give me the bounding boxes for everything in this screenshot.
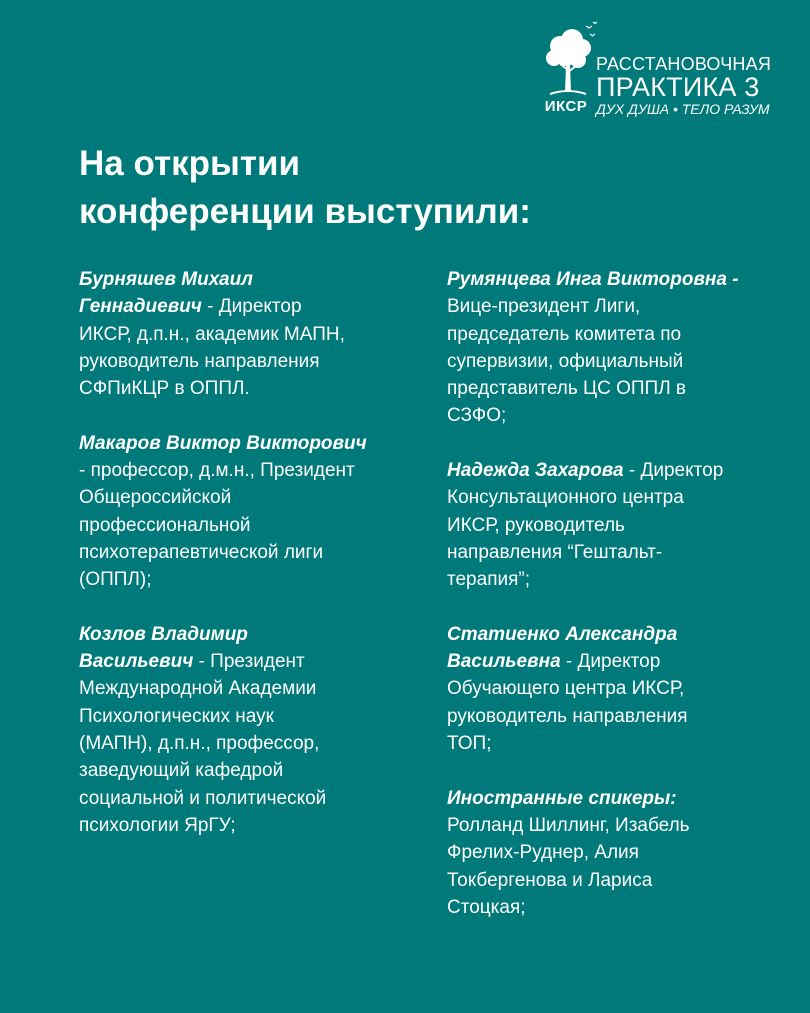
speaker-name: Бурняшев Михаил Геннадиевич [79, 269, 253, 318]
speaker-name: Статиенко Александра Васильевна [447, 623, 678, 673]
logo-line-3: ДУХ ДУША • ТЕЛО РАЗУМ [596, 101, 770, 117]
speakers-right-column [447, 266, 792, 948]
speaker-description: - Директор ИКСР, д.п.н., академик МАПН, руководитель направления СФПиКЦР в ОППЛ. [79, 296, 345, 400]
logo-org: ИКСР [544, 98, 588, 115]
speaker-name: Румянцева Инга Викторовна - [447, 269, 739, 290]
speaker-name: Иностранные спикеры: [447, 787, 677, 809]
speaker-name: Козлов Владимир Васильевич [79, 623, 248, 673]
speaker-entry [447, 266, 792, 430]
speaker-description: Ролланд Шиллинг, Изабель Фрелих-Руднер, Алия Токбергенова и Лариса Стоцкая; [447, 814, 690, 918]
page-title-text: На открытии конференции выступили: [79, 144, 531, 231]
speaker-description: Вице-президент Лиги, председатель комитета по супервизии, официальный представитель ЦС ОППЛ в СЗФО; [447, 296, 687, 427]
speaker-description: - Директор Обучающего центра ИКСР, руководитель направления ТОП; [447, 651, 688, 755]
speakers-left-column [79, 266, 424, 867]
conference-logo [540, 20, 780, 120]
speaker-name: Надежда Захарова [447, 460, 624, 482]
speaker-name: Макаров Виктор Викторович [79, 432, 367, 454]
speaker-description: - профессор, д.м.н., Президент Общероссийской профессиональной психотерапевтической лиги (ОППЛ); [79, 460, 355, 591]
speaker-entry [79, 266, 424, 402]
logo-line-2: ПРАКТИКА 3 [596, 72, 760, 102]
speaker-description: - Директор Консультационного центра ИКСР, руководитель направления “Гештальт- терапия”; [447, 460, 724, 591]
tree-logo-icon [540, 20, 602, 100]
logo-line-1: РАССТАНОВОЧНАЯ [596, 54, 772, 74]
speaker-entry [447, 785, 792, 921]
speaker-description: - Президент Международной Академии Психологических наук (МАПН), д.п.н., профессор, заведующий кафедрой социальной и политической психологии ЯрГУ; [79, 651, 327, 836]
speaker-entry [79, 430, 424, 594]
speaker-entry [447, 457, 792, 593]
speaker-entry [79, 621, 424, 839]
page-title [79, 140, 639, 236]
speaker-entry [447, 621, 792, 757]
